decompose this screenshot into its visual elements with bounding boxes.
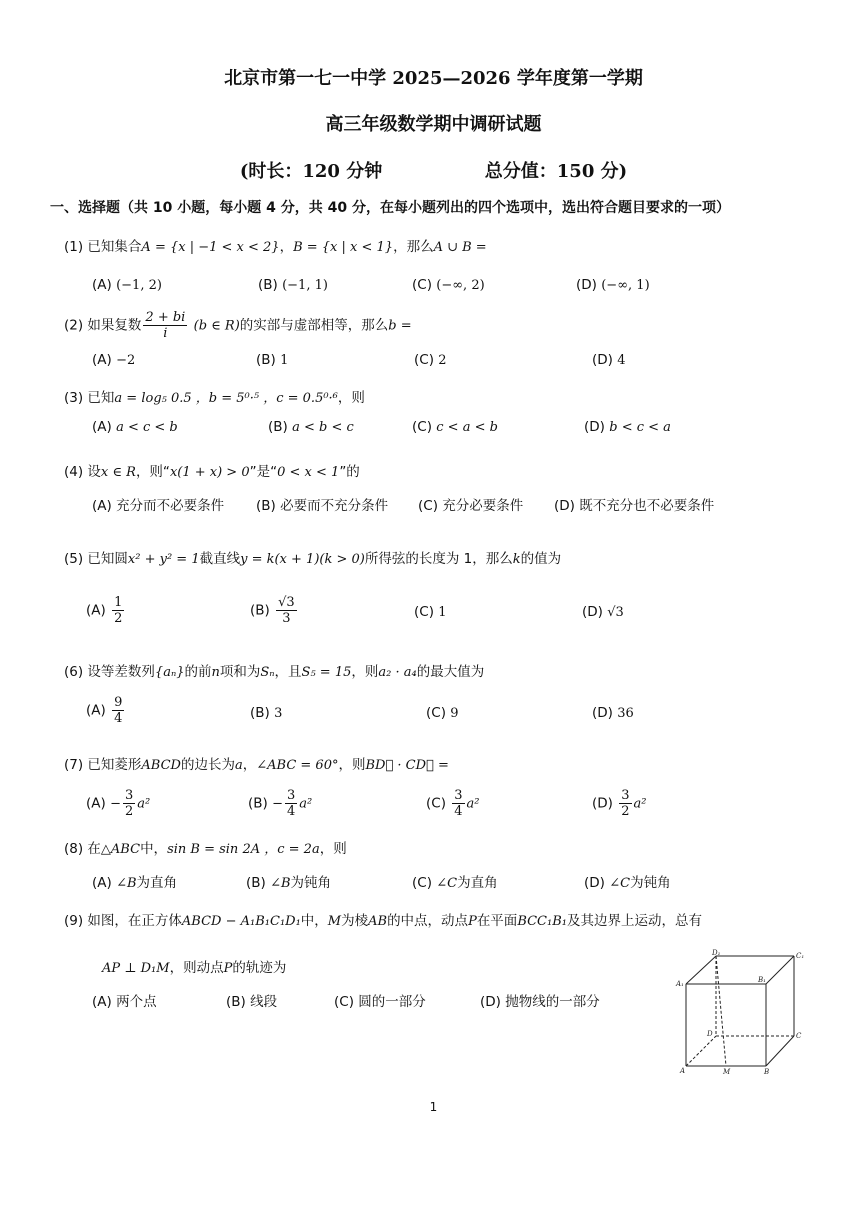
option-value: 抛物线的一部分 [505,994,600,1010]
fraction-numerator: 1 [114,595,123,610]
section-heading: 一、选择题（共 10 小题，每小题 4 分，共 40 分，在每小题列出的四个选项中，选出符合题目要求的一项） [50,200,730,216]
math-expr: ABCD [141,758,181,773]
math-expr: a₂ · a₄ [378,665,417,680]
option-b [250,705,282,721]
fraction-numerator: √3 [278,595,295,610]
math-expr: P [223,961,233,976]
option-label: (D) [582,604,603,620]
edge-bc [766,1036,794,1066]
option-b [250,595,299,626]
label-a1: A₁ [676,980,684,988]
fraction-numerator: 3 [621,788,630,803]
option-tail: a² [466,796,480,812]
option-math: ∠C [609,876,631,891]
option-a [92,990,157,1010]
math-expr: x ∈ R [100,465,136,480]
option-label: (B) [248,795,268,812]
question-text: 设 [87,464,101,480]
fraction-denominator: 2 [114,611,123,626]
option-value: 为钝角 [630,875,671,891]
option-label: (D) [592,795,613,812]
math-expr: 0 < x < 1 [277,465,340,480]
option-b [258,277,328,293]
option-value: 1 [280,353,289,368]
option-label: (B) [256,352,276,368]
question-text: 的最大值为 [416,664,485,680]
math-expr: a [234,758,243,773]
math-expr: a = log₅ 0.5 ，b = 5⁰·⁵ ，c = 0.5⁰·⁶ [114,391,338,406]
option-label: (D) [480,994,501,1010]
edge-b1c1 [766,956,794,984]
question-text: 的前 [184,664,212,680]
question-text: 中， [140,841,168,857]
question-text: 的中点，动点 [387,913,469,929]
math-expr: BCC₁B₁ [517,914,567,929]
option-c [412,419,498,435]
option-label: (C) [426,705,446,721]
question-2 [64,310,412,341]
fraction-denominator: 3 [282,611,291,626]
option-value: 线段 [250,994,278,1010]
option-a [92,277,162,293]
question-5 [64,547,561,567]
option-value: c < a < b [436,420,498,435]
segment-d1m [716,956,726,1066]
option-tail: a² [299,796,313,812]
fraction-denominator: i [163,326,168,341]
option-value: (−∞, 2) [436,278,485,293]
question-text: 已知菱形 [87,757,142,773]
question-text: ，则“ [135,464,170,480]
option-label: (B) [256,498,276,514]
duration: (时长：120 分钟 [239,161,383,182]
option-a [86,695,126,726]
math-expr: sin B = sin 2A ，c = 2a [167,842,320,857]
option-label: (C) [414,604,434,620]
question-text: ， [242,757,257,773]
label-c: C [796,1032,802,1040]
question-text: 中， [300,913,328,929]
option-value: 为直角 [136,875,178,891]
math-expr: BD⃗ · CD⃗ = [365,758,449,773]
option-a [86,595,126,626]
question-number: (3) [64,390,84,406]
option-value: 为钝角 [290,875,332,891]
fraction-denominator: 4 [287,804,296,819]
option-label: (D) [592,352,613,368]
fraction-denominator: 2 [124,804,134,819]
option-d [584,871,671,891]
option-tail: a² [137,796,151,812]
question-text: ，则 [337,390,365,406]
school-title: 北京市第一七一中学 2025—2026 学年度第一学期 [224,68,643,89]
math-expr: ∠ABC = 60° [256,758,339,773]
question-text: 的轨迹为 [232,960,287,976]
option-c [414,352,447,368]
option-label: (C) [418,498,438,514]
math-expr: AB [368,914,388,929]
option-value: a < c < b [116,420,178,435]
math-expr: Sₙ [260,665,275,680]
math-expr: b = [388,318,412,334]
question-text: ， [279,239,294,255]
option-value: 圆的一部分 [358,994,426,1010]
question-text: 为棱 [341,913,369,929]
option-c [426,705,459,721]
question-text: 截直线 [199,551,241,567]
question-text: ，则动点 [169,960,224,976]
math-expr: A ∪ B = [433,240,487,255]
fraction-denominator: 4 [454,804,463,819]
option-label: (C) [414,352,434,368]
question-number: (8) [64,841,84,857]
exam-title: 高三年级数学期中调研试题 [325,114,542,135]
question-number: (7) [64,757,84,773]
question-6 [64,660,484,680]
option-label: (A) [86,602,106,619]
option-label: (A) [92,875,112,891]
math-expr: x(1 + x) > 0 [169,465,250,480]
option-value: 9 [450,706,459,721]
option-c [426,788,480,819]
question-text: 在 [87,841,101,857]
option-label: (D) [592,705,613,721]
edge-ad [686,1036,716,1066]
question-text: 如果复数 [87,317,142,334]
math-expr: B = {x | x < 1} [293,240,394,255]
option-label: (D) [584,419,605,435]
option-a [86,788,150,819]
label-c1: C₁ [796,952,805,960]
option-value: (−1, 1) [282,278,328,293]
math-expr: k [512,552,521,567]
question-text: 所得弦的长度为 1，那么 [364,551,513,567]
question-text: ”是“ [249,464,278,480]
math-expr: S₅ = 15 [301,665,352,680]
option-tail: a² [633,796,647,812]
fraction-denominator: 2 [621,804,630,819]
option-b [256,494,388,514]
question-3 [64,386,365,406]
question-text: 已知集合 [87,239,142,255]
option-a [92,494,224,514]
question-text: ，则 [319,841,347,857]
option-d [584,419,671,435]
option-value: b < c < a [609,420,671,435]
fraction [452,788,464,819]
question-text: ，则 [351,664,379,680]
option-c [334,990,426,1010]
option-b [248,788,312,819]
option-sign: − [110,796,121,812]
fraction [276,595,297,626]
option-math: ∠B [116,876,137,891]
option-c [418,494,523,514]
option-c [412,871,498,891]
question-9-continued [102,956,286,976]
option-label: (B) [268,419,288,435]
question-text: 设等差数列 [87,664,155,680]
option-label: (A) [86,702,106,719]
option-label: (B) [250,705,270,721]
option-label: (A) [86,795,106,812]
question-1 [64,235,487,255]
option-value: 为直角 [457,875,498,891]
option-d [592,788,646,819]
option-label: (A) [92,277,112,293]
exam-meta [0,157,867,183]
option-d [554,494,714,514]
option-label: (B) [226,994,246,1010]
question-8 [64,837,347,857]
option-value: 充分而不必要条件 [116,498,225,514]
math-expr: y = k(x + 1)(k > 0) [240,552,365,567]
fraction [112,595,124,626]
math-expr: AP ⊥ D₁M [102,961,170,976]
fraction [285,788,297,819]
question-text: ，则 [338,757,366,773]
math-expr: M [327,914,342,929]
edge-a1d1 [686,956,716,984]
question-text: ”的 [339,464,360,480]
fraction [123,788,135,819]
fraction-numerator: 3 [124,788,134,803]
question-text: 如图，在正方体 [87,913,182,929]
option-label: (B) [250,602,270,619]
option-value: 4 [617,353,626,368]
math-expr: △ABC [100,842,141,857]
option-value: 既不充分也不必要条件 [579,498,715,514]
fraction-denominator: 4 [114,711,123,726]
option-d [576,277,650,293]
option-value: −2 [116,353,136,368]
option-d [592,352,626,368]
math-expr: P [468,914,477,929]
option-b [226,990,277,1010]
question-number: (4) [64,464,84,480]
fraction [619,788,631,819]
label-d1: D₁ [712,949,721,957]
option-d [582,604,624,620]
fraction [143,310,187,341]
option-value: 36 [617,706,634,721]
question-text: ，且 [274,664,302,680]
label-b: B [764,1068,770,1076]
math-expr: A = {x | −1 < x < 2} [141,240,280,255]
option-label: (C) [412,875,432,891]
option-label: (A) [92,352,112,368]
option-b [246,871,331,891]
option-c [414,604,447,620]
option-value: 两个点 [116,994,157,1010]
fraction-numerator: 3 [287,788,296,803]
option-label: (C) [426,795,446,812]
option-a [92,871,177,891]
option-value: a < b < c [292,420,354,435]
math-expr: n [211,665,220,680]
option-label: (D) [576,277,597,293]
fraction-numerator: 2 + bi [145,310,186,325]
question-number: (1) [64,239,84,255]
question-text: 在平面 [476,913,518,929]
question-text: 项和为 [219,664,261,680]
option-label: (C) [334,994,354,1010]
option-value: 1 [438,605,447,620]
question-text: 的边长为 [180,757,235,773]
option-label: (B) [246,875,266,891]
question-number: (5) [64,551,84,567]
option-a [92,352,135,368]
math-expr: (b ∈ R) [193,318,240,334]
question-text: 及其边界上运动，总有 [566,913,702,929]
question-4 [64,460,360,480]
math-expr: {aₙ} [154,665,185,680]
option-d [592,705,634,721]
page-number: 1 [429,1100,438,1114]
option-c [412,277,485,293]
option-label: (D) [554,498,575,514]
cube-figure [672,948,812,1078]
total-score: 总分值：150 分) [484,161,628,182]
option-b [268,419,354,435]
question-number: (2) [64,317,84,334]
question-text: 的值为 [520,551,562,567]
question-9 [64,909,702,929]
label-b1: B₁ [758,976,766,984]
question-text: 已知 [87,390,115,406]
option-label: (A) [92,419,112,435]
fraction [112,695,124,726]
option-value: 充分必要条件 [442,498,524,514]
label-a: A [680,1067,686,1075]
option-math: ∠B [270,876,291,891]
option-label: (A) [92,994,112,1010]
option-label: (D) [584,875,605,891]
question-text: ，那么 [393,239,434,255]
option-sign: − [272,796,283,812]
label-d: D [707,1030,713,1038]
math-expr: x² + y² = 1 [127,552,200,567]
option-value: (−1, 2) [116,278,162,293]
math-expr: ABCD − A₁B₁C₁D₁ [181,914,301,929]
option-value: 必要而不充分条件 [280,498,389,514]
option-value: 2 [438,353,447,368]
option-value: 3 [274,706,283,721]
option-a [92,419,178,435]
option-value: √3 [607,605,624,620]
question-7 [64,753,449,773]
option-d [480,990,600,1010]
option-label: (C) [412,419,432,435]
question-number: (6) [64,664,84,680]
option-label: (A) [92,498,112,514]
option-value: (−∞, 1) [601,278,650,293]
option-label: (C) [412,277,432,293]
question-text: 的实部与虚部相等，那么 [239,317,389,334]
question-number: (9) [64,913,84,929]
question-text: 已知圆 [87,551,128,567]
option-label: (B) [258,277,278,293]
fraction-numerator: 9 [114,695,123,710]
fraction-numerator: 3 [454,788,463,803]
option-b [256,352,288,368]
label-m: M [723,1068,731,1076]
option-math: ∠C [436,876,458,891]
